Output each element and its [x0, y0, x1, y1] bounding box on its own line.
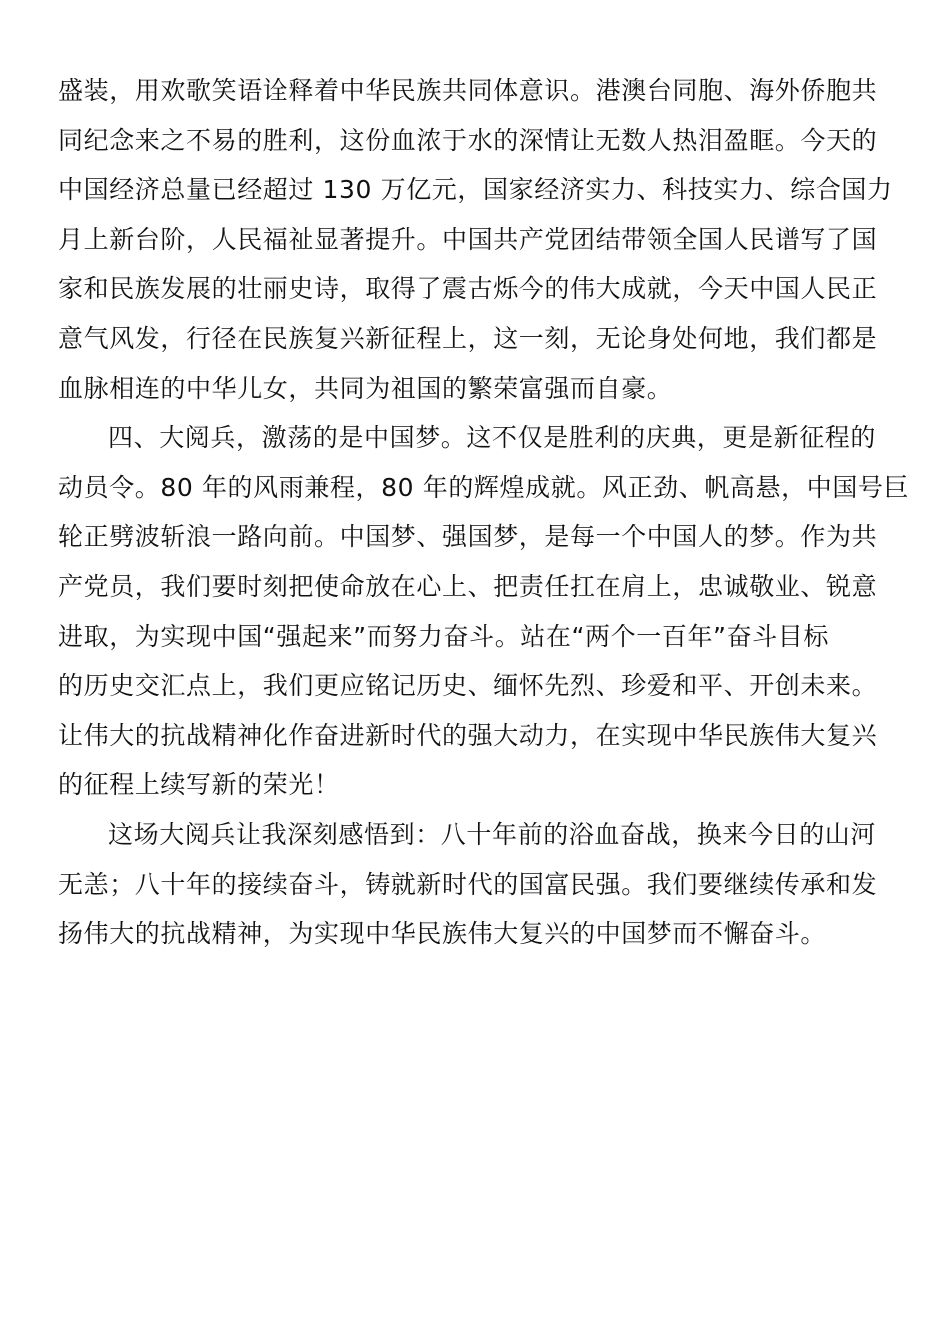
text-line: 这场大阅兵让我深刻感悟到：八十年前的浴血奋战，换来今日的山河	[108, 819, 877, 849]
text-line: 的征程上续写新的荣光！	[58, 770, 340, 800]
text-line: 的历史交汇点上，我们更应铭记历史、缅怀先烈、珍爱和平、开创未来。	[58, 671, 878, 701]
text-line: 扬伟大的抗战精神，为实现中华民族伟大复兴的中国梦而不懈奋斗。	[58, 919, 827, 949]
text-line: 轮正劈波斩浪一路向前。中国梦、强国梦，是每一个中国人的梦。作为共	[58, 522, 878, 552]
text-line: 中国经济总量已经超过 130 万亿元，国家经济实力、科技实力、综合国力	[58, 175, 893, 205]
paragraph-heading-line: 四、大阅兵，激荡的是中国梦。这不仅是胜利的庆典，更是新征程的	[108, 423, 877, 453]
text-line: 家和民族发展的壮丽史诗，取得了震古烁今的伟大成就，今天中国人民正	[58, 274, 878, 304]
text-line: 意气风发，行径在民族复兴新征程上，这一刻，无论身处何地，我们都是	[58, 323, 878, 353]
text-line: 血脉相连的中华儿女，共同为祖国的繁荣富强而自豪。	[58, 373, 673, 403]
text-line: 无恙；八十年的接续奋斗，铸就新时代的国富民强。我们要继续传承和发	[58, 869, 878, 899]
document-body	[58, 66, 910, 959]
text-line: 动员令。80 年的风雨兼程，80 年的辉煌成就。风正劲、帆高悬，中国号巨	[58, 472, 910, 502]
text-line: 产党员，我们要时刻把使命放在心上、把责任扛在肩上，忠诚敬业、锐意	[58, 571, 878, 601]
text-line: 同纪念来之不易的胜利，这份血浓于水的深情让无数人热泪盈眶。今天的	[58, 125, 878, 155]
text-line: 让伟大的抗战精神化作奋进新时代的强大动力，在实现中华民族伟大复兴	[58, 720, 878, 750]
text-line: 盛装，用欢歌笑语诠释着中华民族共同体意识。港澳台同胞、海外侨胞共	[58, 76, 878, 105]
text-line: 月上新台阶，人民福祉显著提升。中国共产党团结带领全国人民谱写了国	[58, 224, 878, 254]
text-line: 进取，为实现中国“强起来”而努力奋斗。站在“两个一百年”奋斗目标	[58, 621, 830, 651]
